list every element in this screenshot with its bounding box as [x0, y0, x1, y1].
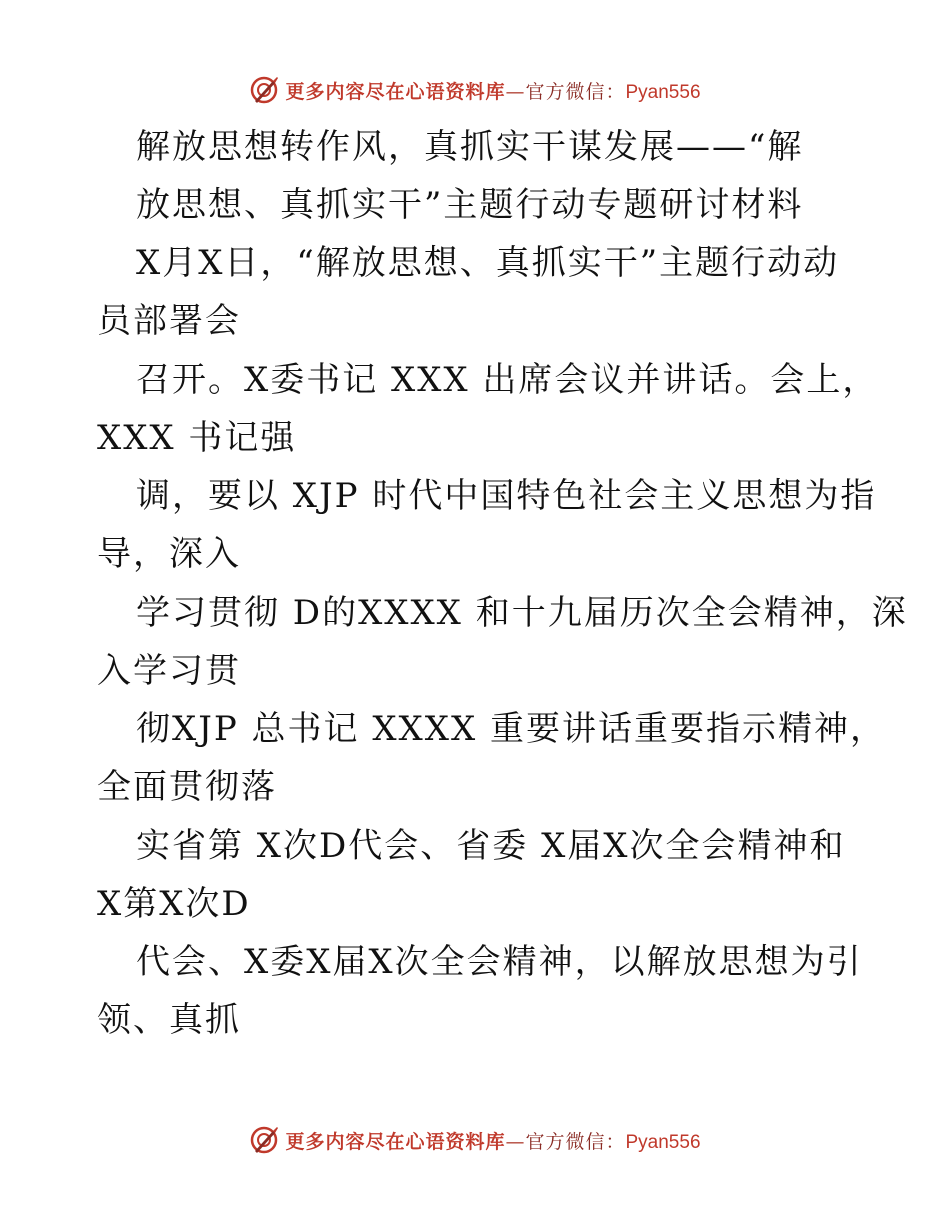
paragraph-line: 召开。X委书记 XXX 出席会议并讲话。会上， [136, 360, 879, 400]
pen-logo-icon [249, 75, 279, 105]
footer-dash: — [505, 1130, 526, 1153]
title-line-2: 放思想、真抓实干”主题行动专题研讨材料 [136, 185, 804, 225]
paragraph-line: 领、真抓 [97, 1000, 241, 1040]
paragraph-line: X第X次D [97, 884, 251, 924]
paragraph-line: 导，深入 [97, 534, 241, 574]
paragraph-line: 学习贯彻 D的XXXX 和十九届历次全会精神，深 [136, 593, 908, 633]
footer-text [285, 1127, 700, 1154]
paragraph-line: 全面贯彻落 [97, 767, 277, 807]
paragraph-line: 入学习贯 [97, 651, 241, 691]
title-line-1: 解放思想转作风，真抓实干谋发展——“解 [136, 127, 804, 167]
header-wechat-label: 官方微信： [525, 80, 626, 103]
paragraph-line: 代会、X委X届X次全会精神，以解放思想为引 [136, 942, 863, 982]
pen-logo-icon [249, 1125, 279, 1155]
paragraph-line: XXX 书记强 [97, 418, 297, 458]
header-banner [0, 70, 950, 110]
header-text [285, 77, 700, 104]
header-dash: — [505, 80, 526, 103]
paragraph-line: 实省第 X次D代会、省委 X届X次全会精神和 [136, 826, 846, 866]
paragraph-line: 彻XJP 总书记 XXXX 重要讲话重要指示精神， [136, 709, 886, 749]
footer-banner [0, 1120, 950, 1160]
paragraph-line: 员部署会 [97, 301, 241, 341]
paragraph-line: 调，要以 XJP 时代中国特色社会主义思想为指 [136, 476, 877, 516]
header-wechat-id: Pyan556 [625, 81, 701, 103]
footer-site-name: 更多内容尽在心语资料库 [285, 1130, 506, 1153]
footer-wechat-label: 官方微信： [525, 1130, 626, 1153]
paragraph-line: X月X日，“解放思想、真抓实干”主题行动动 [136, 243, 840, 283]
header-site-name: 更多内容尽在心语资料库 [285, 80, 506, 103]
footer-wechat-id: Pyan556 [625, 1131, 701, 1153]
